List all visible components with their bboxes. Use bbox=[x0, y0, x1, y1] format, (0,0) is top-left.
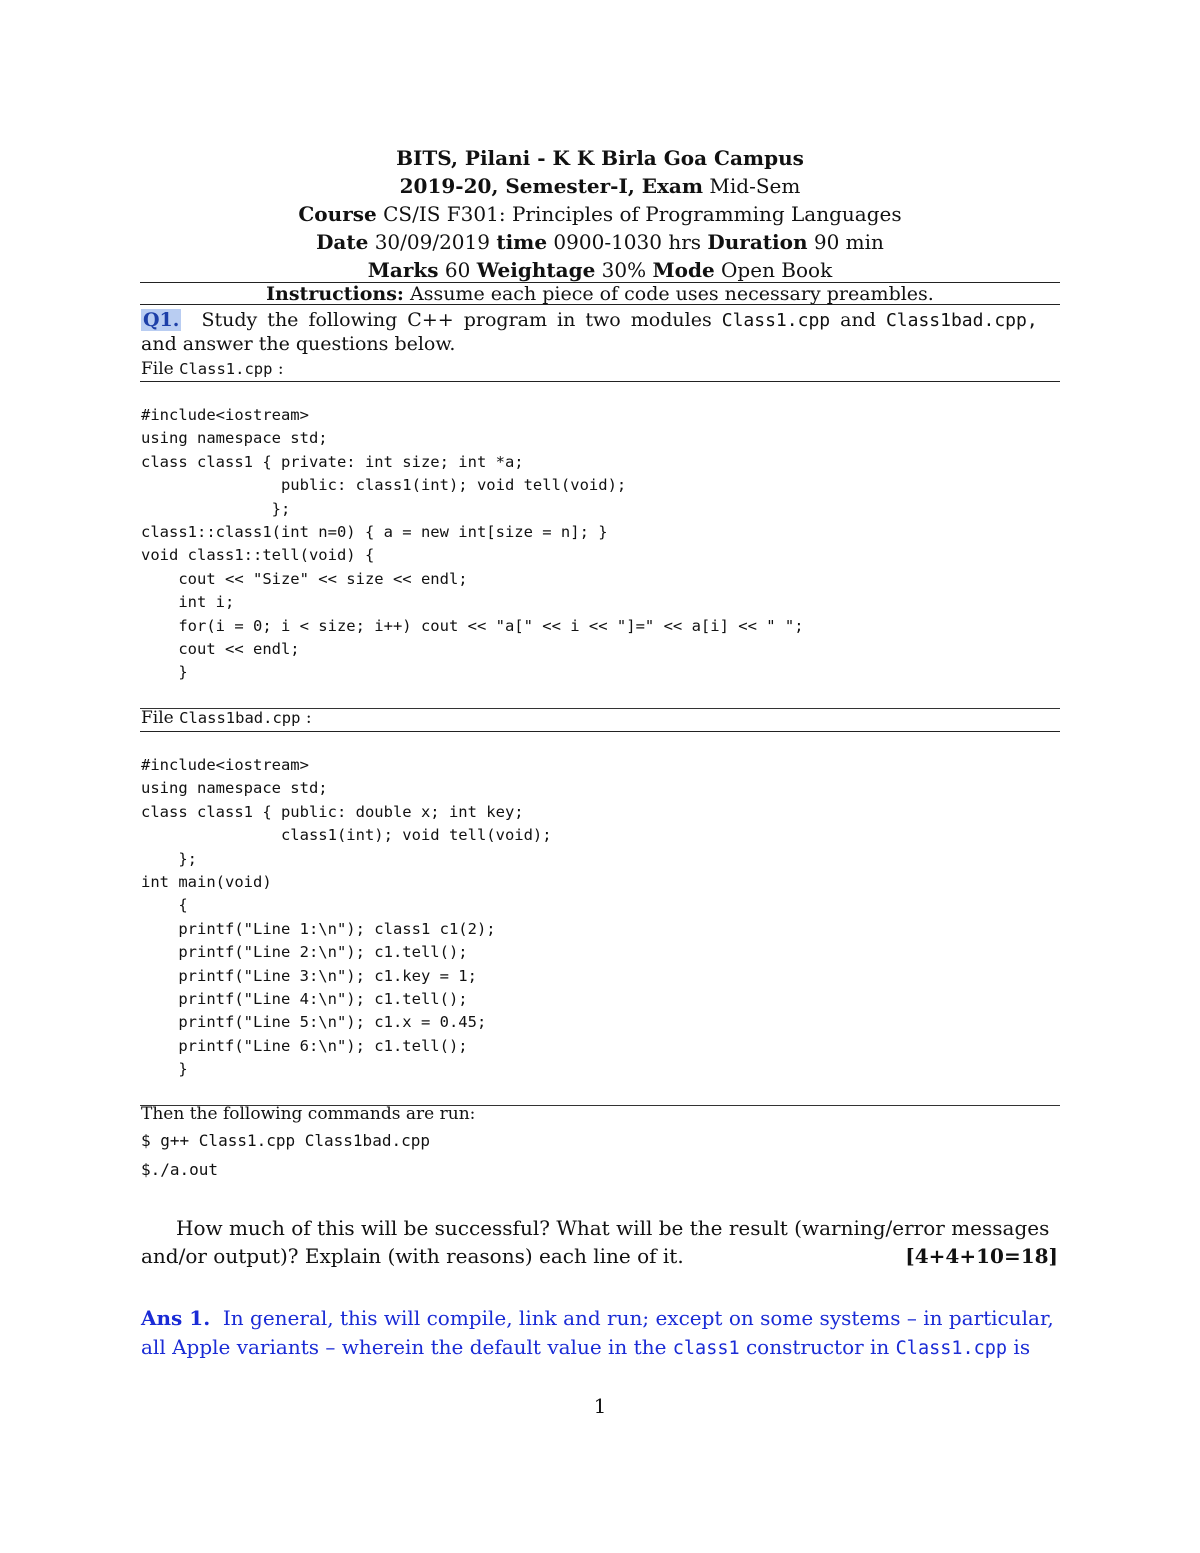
time-value: 0900-1030 hrs bbox=[553, 230, 702, 254]
weightage-value: 30% bbox=[601, 258, 647, 282]
instructions-text: Assume each piece of code uses necessary preambles. bbox=[409, 283, 934, 305]
file2-colon: : bbox=[305, 708, 312, 728]
question1-file2-ref: Class1bad.cpp, bbox=[885, 310, 1038, 331]
file2-rule-bottom bbox=[140, 731, 1060, 732]
answer1-line2-pre: all Apple variants – wherein the default value in the bbox=[141, 1335, 667, 1359]
answer1-line1-text: In general, this will compile, link and run; except on some systems – in particular, bbox=[222, 1306, 1054, 1330]
header-rule-bottom bbox=[140, 304, 1060, 305]
command-run: $./a.out bbox=[141, 1160, 219, 1179]
answer1-line2-mid: constructor in bbox=[745, 1335, 890, 1359]
question1-marks: [4+4+10=18] bbox=[905, 1244, 1058, 1268]
file1-heading bbox=[141, 357, 284, 381]
course-label: Course bbox=[298, 202, 377, 226]
file2-name: Class1bad.cpp bbox=[179, 709, 301, 727]
file1-rule bbox=[140, 381, 1060, 382]
mode-value: Open Book bbox=[721, 258, 833, 282]
instructions-line bbox=[0, 282, 1200, 306]
weightage-label: Weightage bbox=[476, 258, 596, 282]
file1-name: Class1.cpp bbox=[179, 360, 273, 378]
answer1-class1-ref: class1 bbox=[672, 1338, 740, 1359]
question1-line1 bbox=[141, 308, 1038, 333]
question1-file1-ref: Class1.cpp bbox=[721, 310, 831, 331]
question1-line1-text: Study the following C++ program in two modules bbox=[201, 309, 712, 331]
date-line bbox=[0, 229, 1200, 255]
question1-label: Q1. bbox=[143, 309, 180, 331]
instructions-label: Instructions: bbox=[266, 283, 404, 305]
command-compile: $ g++ Class1.cpp Class1bad.cpp bbox=[141, 1131, 430, 1150]
duration-value: 90 min bbox=[813, 230, 884, 254]
exam-line bbox=[0, 173, 1200, 199]
question1-and: and bbox=[840, 309, 876, 331]
file2-heading bbox=[141, 706, 312, 730]
marks-label: Marks bbox=[367, 258, 439, 282]
answer1-line1 bbox=[141, 1304, 1054, 1332]
mode-label: Mode bbox=[652, 258, 715, 282]
institution-title: BITS, Pilani - K K Birla Goa Campus bbox=[396, 146, 804, 170]
time-label: time bbox=[496, 230, 548, 254]
question1-prompt-line1: How much of this will be successful? What will be the result (warning/error messages bbox=[176, 1216, 1050, 1240]
date-label: Date bbox=[316, 230, 369, 254]
answer1-line2 bbox=[141, 1333, 1030, 1363]
course-name: Principles of Programming Languages bbox=[511, 202, 902, 226]
file1-colon: : bbox=[277, 359, 284, 379]
duration-label: Duration bbox=[707, 230, 808, 254]
year-sem-label: 2019-20, Semester-I, Exam bbox=[399, 174, 704, 198]
answer1-file-ref: Class1.cpp bbox=[895, 1338, 1008, 1359]
date-value: 30/09/2019 bbox=[374, 230, 490, 254]
answer1-line2-post: is bbox=[1013, 1335, 1031, 1359]
page-number: 1 bbox=[593, 1394, 607, 1418]
file1-label: File bbox=[141, 359, 174, 379]
code-block-class1bad: #include<iostream> using namespace std; class class1 { public: double x; int key; class1(int); void tell(void); }; int main(void) { printf("Line 1:\n"); class1 c1(2); printf("Line 2:\n"); c1.tell(); printf("Line 3:\n"); c1.key = 1; printf("Line 4:\n"); c1.tell(); printf("Line 5:\n"); c1.x = 0.45; printf("Line 6:\n"); c1.tell(); } bbox=[141, 756, 552, 1079]
question1-prompt-line2: and/or output)? Explain (with reasons) each line of it. bbox=[141, 1244, 684, 1268]
question1-line2: and answer the questions below. bbox=[141, 333, 456, 355]
exam-name: Mid-Sem bbox=[709, 174, 801, 198]
commands-intro: Then the following commands are run: bbox=[141, 1104, 476, 1124]
course-line bbox=[0, 201, 1200, 227]
code-block-class1: #include<iostream> using namespace std; class class1 { private: int size; int *a; public: class1(int); void tell(void); }; class1::class1(int n=0) { a = new int[size = n]; } void class1::tell(void) { cout << "Size" << size << endl; int i; for(i = 0; i < size; i++) cout << "a[" << i << "]=" << a[i] << " "; cout << endl; } bbox=[141, 406, 804, 682]
answer1-label: Ans 1. bbox=[141, 1306, 211, 1330]
file2-label: File bbox=[141, 708, 174, 728]
course-code: CS/IS F301: bbox=[383, 202, 506, 226]
marks-line bbox=[0, 257, 1200, 283]
marks-value: 60 bbox=[444, 258, 471, 282]
